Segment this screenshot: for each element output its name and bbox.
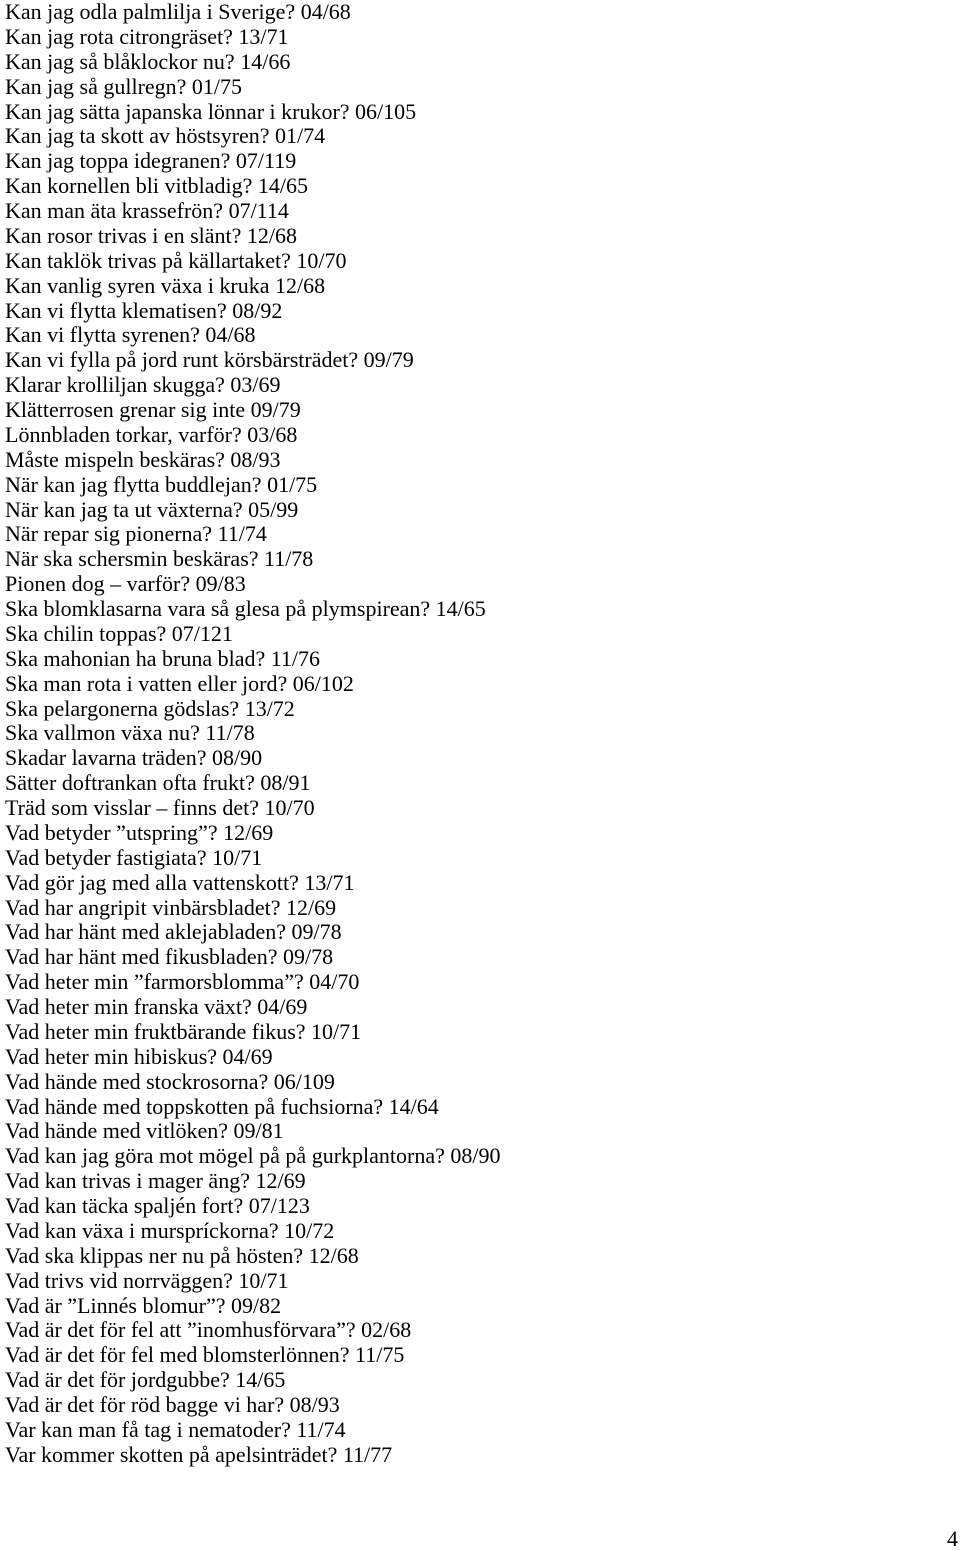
- index-entry: Vad gör jag med alla vattenskott? 13/71: [5, 869, 355, 895]
- index-entry: Vad betyder ”utspring”? 12/69: [5, 819, 274, 845]
- index-entry: Kan taklök trivas på källartaket? 10/70: [5, 247, 347, 273]
- index-entry: Klätterrosen grenar sig inte 09/79: [5, 397, 301, 422]
- index-entry: Kan vanlig syren växa i kruka 12/68: [5, 272, 326, 298]
- index-entry: Vad hände med toppskotten på fuchsiorna? 14/64: [5, 1093, 439, 1119]
- index-entry: Kan jag så blåklockor nu? 14/66: [5, 48, 291, 74]
- index-entry: Vad är det för fel att ”inomhusförvara”? 02/68: [5, 1317, 412, 1343]
- index-entry: Kan man äta krassefrön? 07/114: [5, 198, 289, 223]
- index-entry: Lönnbladen torkar, varför? 03/68: [5, 421, 298, 447]
- index-entry: Vad kan jag göra mot mögel på på gurkplantorna? 08/90: [5, 1143, 501, 1169]
- index-entry: När repar sig pionerna? 11/74: [5, 521, 267, 547]
- index-entry: Vad är det för röd bagge vi har? 08/93: [5, 1392, 340, 1417]
- index-entry: Vad är det för fel med blomsterlönnen? 11/75: [5, 1342, 405, 1368]
- index-entry: Kan rosor trivas i en slänt? 12/68: [5, 222, 298, 248]
- index-entry: Vad har hänt med aklejabladen? 09/78: [5, 919, 342, 945]
- index-entry: När kan jag flytta buddlejan? 01/75: [5, 471, 318, 497]
- index-entry: Vad heter min fruktbärande fikus? 10/71: [5, 1018, 362, 1044]
- index-entry: Kan jag ta skott av höstsyren? 01/74: [5, 123, 326, 149]
- index-entry: Vad heter min ”farmorsblomma”? 04/70: [5, 969, 360, 995]
- index-entry: Kan kornellen bli vitbladig? 14/65: [5, 173, 309, 199]
- index-entry: Vad heter min hibiskus? 04/69: [5, 1043, 273, 1069]
- index-entry: Vad ska klippas ner nu på hösten? 12/68: [5, 1242, 359, 1268]
- index-entry: Vad kan trivas i mager äng? 12/69: [5, 1168, 306, 1194]
- index-entry: Måste mispeln beskäras? 08/93: [5, 446, 281, 472]
- index-entry: Pionen dog – varför? 09/83: [5, 571, 246, 597]
- index-entry: När kan jag ta ut växterna? 05/99: [5, 496, 299, 522]
- index-entry: Vad har angripit vinbärsbladet? 12/69: [5, 894, 337, 920]
- index-entry: Klarar krolliljan skugga? 03/69: [5, 372, 281, 398]
- index-entry: Vad har hänt med fikusbladen? 09/78: [5, 944, 334, 970]
- index-entry: Ska pelargonerna gödslas? 13/72: [5, 695, 295, 721]
- question-index-list: [5, 0, 500, 1468]
- index-entry: Skadar lavarna träden? 08/90: [5, 745, 263, 771]
- index-entry: Vad heter min franska växt? 04/69: [5, 994, 308, 1019]
- index-entry: Vad hände med stockrosorna? 06/109: [5, 1068, 335, 1094]
- page-number: 4: [947, 1526, 958, 1551]
- index-entry: Kan jag sätta japanska lönnar i krukor? 06/105: [5, 98, 417, 124]
- index-entry: Kan jag odla palmlilja i Sverige? 04/68: [5, 0, 351, 24]
- index-entry: Kan vi fylla på jord runt körsbärsträdet? 09/79: [5, 347, 414, 373]
- index-entry: Vad hände med vitlöken? 09/81: [5, 1118, 284, 1144]
- index-entry: Kan jag så gullregn? 01/75: [5, 73, 243, 99]
- index-entry: Vad kan växa i murspríckorna? 10/72: [5, 1217, 335, 1243]
- index-entry: Ska blomklasarna vara så glesa på plymspirean? 14/65: [5, 596, 486, 621]
- index-entry: Vad trivs vid norrväggen? 10/71: [5, 1267, 289, 1293]
- index-entry: Vad betyder fastigiata? 10/71: [5, 844, 263, 870]
- index-entry: Kan vi flytta syrenen? 04/68: [5, 322, 256, 348]
- index-entry: Kan jag toppa idegranen? 07/119: [5, 148, 297, 174]
- index-entry: Ska chilin toppas? 07/121: [5, 620, 233, 646]
- index-entry: Var kommer skotten på apelsinträdet? 11/77: [5, 1441, 393, 1467]
- index-entry: Vad är det för jordgubbe? 14/65: [5, 1367, 286, 1393]
- index-entry: Ska mahonian ha bruna blad? 11/76: [5, 645, 321, 671]
- index-entry: Ska vallmon växa nu? 11/78: [5, 720, 255, 746]
- index-entry: Kan vi flytta klematisen? 08/92: [5, 297, 283, 323]
- index-entry: Vad är ”Linnés blomur”? 09/82: [5, 1292, 282, 1318]
- index-entry: Ska man rota i vatten eller jord? 06/102: [5, 670, 354, 696]
- index-entry: Vad kan täcka spaljén fort? 07/123: [5, 1193, 310, 1218]
- index-entry: Träd som visslar – finns det? 10/70: [5, 795, 315, 820]
- index-entry: Var kan man få tag i nematoder? 11/74: [5, 1416, 346, 1442]
- index-entry: Kan jag rota citrongräset? 13/71: [5, 23, 289, 49]
- index-entry: När ska schersmin beskäras? 11/78: [5, 546, 314, 572]
- index-entry: Sätter doftrankan ofta frukt? 08/91: [5, 770, 311, 796]
